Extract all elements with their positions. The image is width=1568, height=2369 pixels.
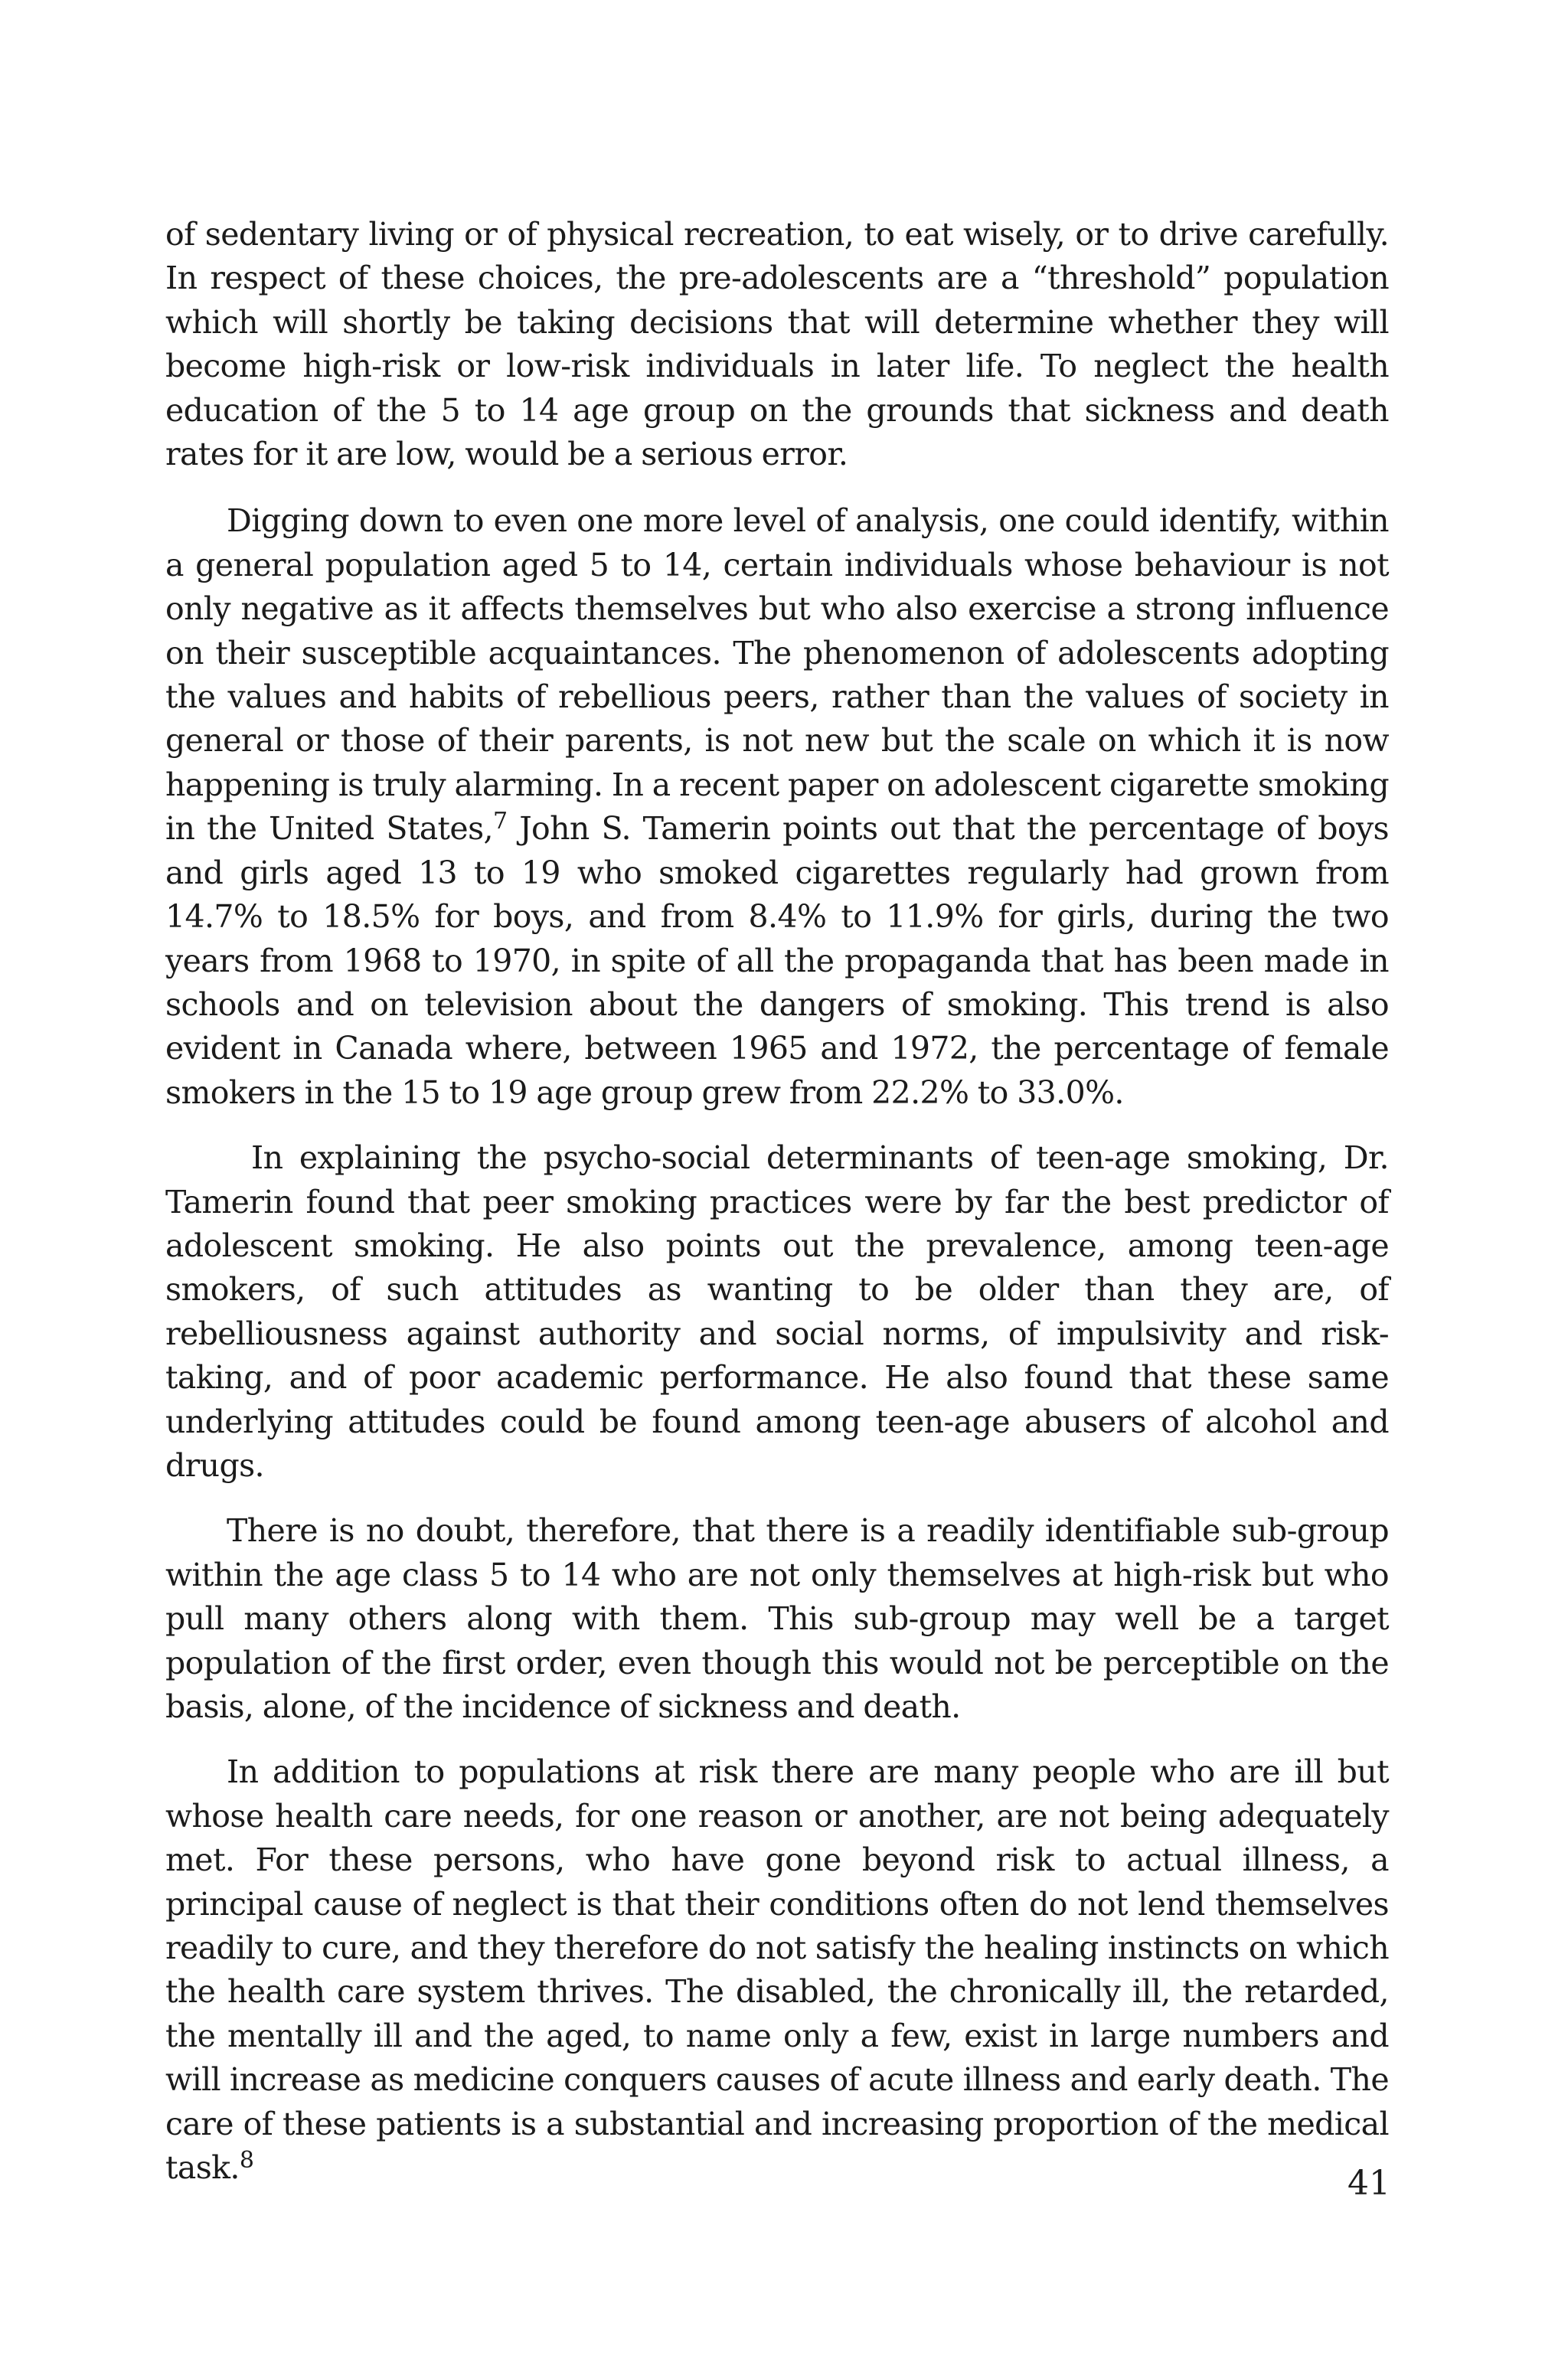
paragraph-continuation: of sedentary living or of physical recreation, to eat wisely, or to drive carefully. In respect of these choices, the pre-adolescents are a “threshold” population which will shortly be taking decisions that will determine whether they will become high-risk or low-risk individuals in later life. To neglect the health education of the 5 to 14 age group on the grounds that sickness and death rates for it are low, would be a serious error. [165,216,1389,473]
footnote-marker-8: 8 [239,2147,254,2175]
paragraph-text: Digging down to even one more level of analysis, one could identify, within a general population aged 5 to 14, certain individuals whose behaviour is not only negative as it affects themselves but who also exercise a strong influence on their susceptible acquaintances. The phenomenon of adolescents adopting the values and habits of rebellious peers, rather than the values of society in general or those of their parents, is not new but the scale on which it is now happening is truly alarming. In a recent paper on adolescent cigarette smoking in the United States, [165,502,1389,848]
paragraph-text: John S. Tamerin points out that the percentage of boys and girls aged 13 to 19 who smoked cigarettes regularly had grown from 14.7% to 18.5% for boys, and from 8.4% to 11.9% for girls, during the two years from 1968 to 1970, in spite of all the propaganda that has been made in schools and on television about the dangers of smoking. This trend is also evident in Canada where, between 1965 and 1972, the percentage of female smokers in the 15 to 19 age group grew from 22.2% to 33.0%. [165,810,1389,1111]
paragraph-text: In addition to populations at risk there are many people who are ill but whose health care needs, for one reason or another, are not being adequately met. For these persons, who have gone beyond risk to actual illness, a principal cause of neglect is that their conditions often do not lend themselves readily to cure, and they therefore do not satisfy the healing instincts on which the health care system thrives. The disabled, the chronically ill, the retarded, the mentally ill and the aged, to name only a few, exist in large numbers and will increase as medicine conquers causes of acute illness and early death. The care of these patients is a substantial and increasing proportion of the medical task. [165,1753,1389,2187]
paragraph-digging-down [165,499,1389,1115]
paragraph-sub-group: There is no doubt, therefore, that there is a readily identifiable sub-group within the age class 5 to 14 who are not only themselves at high-risk but who pull many others along with them. This sub-group may well be a target population of the first order, even though this would not be perceptible on the basis, alone, of the incidence of sickness and death. [165,1512,1389,1725]
paragraph-populations-at-risk [165,1750,1389,2190]
body-text [165,213,1389,2211]
footnote-marker-7: 7 [492,808,508,835]
page-number: 41 [1348,2164,1390,2203]
paragraph-psycho-social: In explaining the psycho-social determinants of teen-age smoking, Dr. Tamerin found that peer smoking practices were by far the best predictor of adolescent smoking. He also points out the prevalence, among teen-age smokers, of such attitudes as wanting to be older than they are, of rebelliousness against authority and social norms, of impulsivity and risk-taking, and of poor academic performance. He also found that these same underlying attitudes could be found among teen-age abusers of alcohol and drugs. [165,1139,1389,1484]
